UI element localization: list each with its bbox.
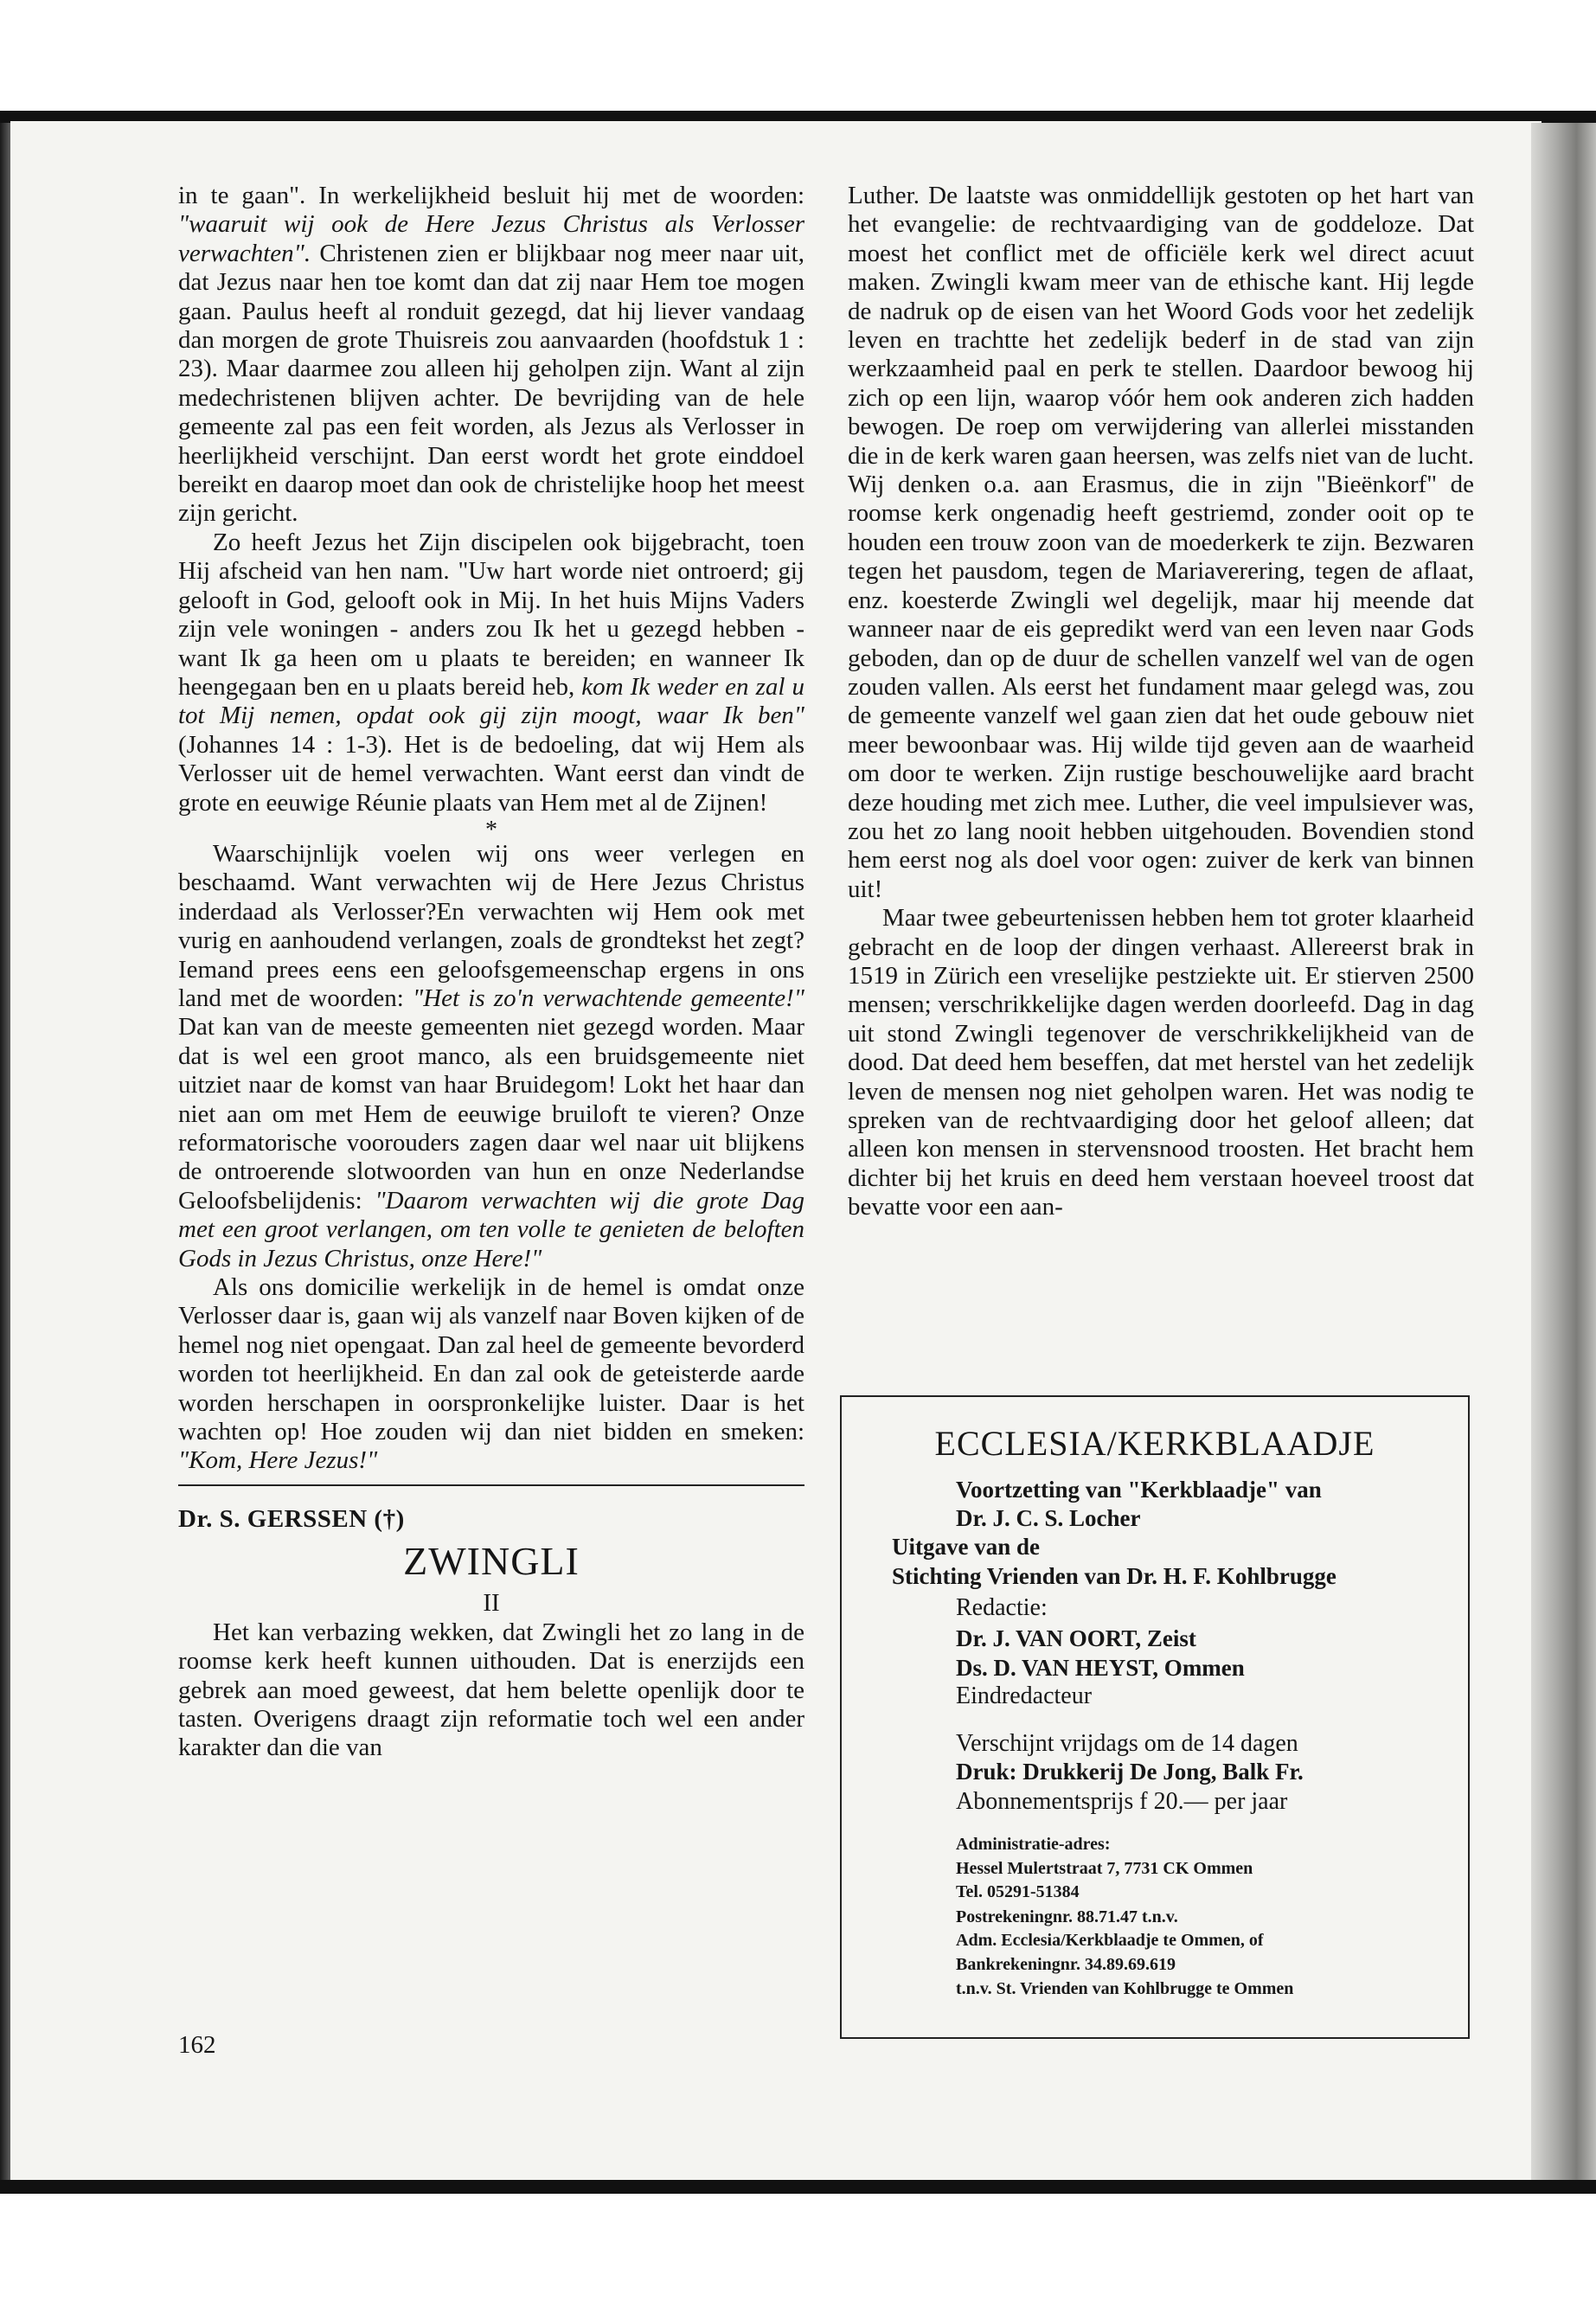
page-bottom-edge: [0, 2180, 1596, 2194]
right-column: [848, 182, 1474, 1222]
masthead-line: Eindredacteur: [956, 1682, 1093, 1709]
article-divider: [178, 1484, 804, 1486]
masthead-line: Tel. 05291-51384: [956, 1882, 1080, 1901]
masthead-line: Abonnementsprijs f 20.— per jaar: [956, 1788, 1288, 1815]
page-number: 162: [178, 2031, 216, 2059]
masthead-line: Administratie-adres:: [956, 1835, 1111, 1854]
masthead-box: [840, 1395, 1470, 2039]
masthead-line: Druk: Drukkerij De Jong, Balk Fr.: [956, 1759, 1304, 1785]
masthead-line: Voortzetting van "Kerkblaadje" van: [956, 1477, 1322, 1503]
section-separator: *: [485, 816, 497, 843]
masthead-line: Postrekeningnr. 88.71.47 t.n.v.: [956, 1907, 1178, 1926]
masthead-line: Dr. J. C. S. Locher: [956, 1505, 1141, 1531]
paragraph: Het kan verbazing wekken, dat Zwingli het zo lang in de roomse kerk heeft kunnen uithouden. Dat is enerzijds een gebrek aan moed geweest, dat hem belette openlijk door te tasten. Overigens draagt zijn reformatie toch wel een ander karakter dan die van: [178, 1618, 804, 1762]
book-spine-shadow: [1531, 123, 1596, 2182]
masthead-line: Uitgave van de: [892, 1534, 1040, 1560]
masthead-line: t.n.v. St. Vrienden van Kohlbrugge te Ommen: [956, 1979, 1294, 1998]
masthead-line: Hessel Mulertstraat 7, 7731 CK Ommen: [956, 1859, 1253, 1878]
masthead-line: Dr. J. VAN OORT, Zeist: [956, 1625, 1196, 1651]
masthead-line: Stichting Vrienden van Dr. H. F. Kohlbrugge: [892, 1563, 1336, 1589]
article-part: II: [483, 1589, 500, 1618]
paragraph: Luther. De laatste was onmiddellijk gestoten op het hart van het evangelie: de rechtvaardiging van de goddeloze. Dat moest het conflict met de officiële kerk wel direct acuut maken. Zwingli kwam meer van de ethische kant. Hij legde de nadruk op de eisen van het Woord Gods voor het zedelijk leven en trachtte het zedelijk bederf in de stad van zijn werkzaamheid paal en perk te stellen. Daardoor bewoog hij zich op een lijn, waarop vóór hem ook anderen zich hadden bewogen. De roep om verwijdering van allerlei misstanden die in de kerk waren gaan heersen, was zelfs niet van de lucht. Wij denken o.a. aan Erasmus, die in zijn "Bieënkorf" de roomse kerk ongenadig heeft gestriemd, zonder ooit op te houden een trouw zoon van de moederkerk te zijn. Bezwaren tegen het pausdom, tegen de Mariaverering, tegen de aflaat, enz. koesterde Zwingli wel degelijk, maar hij meende dat wanneer naar de eis gepredikt werd van een leven naar Gods geboden, dan op de duur de schellen vanzelf wel van de ogen zouden vallen. Als eerst het fundament maar gelegd was, zou de gemeente vanzelf wel gaan zien dat het oude gebouw niet meer bewoonbaar was. Hij wilde tijd geven aan de waarheid om door te werken. Zijn rustige beschouwelijke aard bracht deze houding met zich mee. Luther, die veel impulsiever was, zou het zo lang nooit hebben uitgehouden. Bovendien stond hem eerst nog als doel voor ogen: zuiver de kerk van binnen uit!: [848, 182, 1474, 903]
paragraph: Maar twee gebeurtenissen hebben hem tot groter klaarheid gebracht en de loop der dingen verhaast. Allereerst brak in 1519 in Zürich een vreselijke pestziekte uit. Er stierven 2500 mensen; verschrikkelijke dagen werden doorleefd. Dag in dag uit stond Zwingli tegenover de verschrikkelijkheid van de dood. Dat deed hem beseffen, dat met herstel van het zedelijk leven de mensen nog niet geholpen waren. Het was nodig te spreken van de rechtvaardiging door het geloof alleen; dat alleen kon mensen in stervensnood troosten. Het bracht hem dichter bij het kruis en deed hem verstaan hoeveel troost dat bevatte voor een aan-: [848, 904, 1474, 1221]
paragraph: in te gaan". In werkelijkheid besluit hij met de woorden: "waaruit wij ook de Here Jezus Christus als Verlosser verwachten". Christenen zien er blijkbaar nog meer naar uit, dat Jezus naar hen toe komt dan dat zij naar Hem toe mogen gaan. Paulus heeft al ronduit gezegd, dat hij liever vandaag dan morgen de grote Thuisreis zou aanvaarden (hoofdstuk 1 : 23). Maar daarmee zou alleen hij geholpen zijn. Want al zijn medechristenen blijven achter. De bevrijding van de hele gemeente zal pas een feit worden, als Jezus als Verlosser in heerlijkheid verschijnt. Dan eerst wordt het grote einddoel bereikt en daarop moet dan ook de christelijke hoop het meest zijn gericht.: [178, 182, 804, 528]
article-title: ZWINGLI: [403, 1539, 580, 1584]
left-column: [178, 182, 804, 1763]
masthead-line: Redactie:: [956, 1594, 1048, 1621]
masthead-line: Verschijnt vrijdags om de 14 dagen: [956, 1730, 1298, 1757]
masthead-line: Adm. Ecclesia/Kerkblaadje te Ommen, of: [956, 1931, 1264, 1950]
paragraph: Als ons domicilie werkelijk in de hemel is omdat onze Verlosser daar is, gaan wij als vanzelf naar Boven kijken of de hemel nog niet opengaat. Dan zal heel de gemeente bevorderd worden tot heerlijkheid. En dan zal ook de geteisterde aarde worden herschapen in oorspronkelijke luister. Daar is het wachten op! Hoe zouden wij dan niet bidden en smeken: "Kom, Here Jezus!": [178, 1273, 804, 1475]
masthead-line: Bankrekeningnr. 34.89.69.619: [956, 1955, 1176, 1974]
paragraph: Zo heeft Jezus het Zijn discipelen ook bijgebracht, toen Hij afscheid van hen nam. "Uw hart worde niet ontroerd; gij gelooft in God, gelooft ook in Mij. In het huis Mijns Vaders zijn vele woningen - anders zou Ik het u gezegd hebben - want Ik ga heen om u plaats te bereiden; en wanneer Ik heengegaan ben en u plaats bereid heb, kom Ik weder en zal u tot Mij nemen, opdat ook gij zijn moogt, waar Ik ben" (Johannes 14 : 1-3). Het is de bedoeling, dat wij Hem als Verlosser uit de hemel verwachten. Want eerst dan vindt de grote en eeuwige Réunie plaats van Hem met al de Zijnen!: [178, 528, 805, 817]
masthead-line: Ds. D. VAN HEYST, Ommen: [956, 1655, 1245, 1681]
masthead-title: ECCLESIA/KERKBLAADJE: [934, 1424, 1375, 1463]
paragraph: Waarschijnlijk voelen wij ons weer verlegen en beschaamd. Want verwachten wij de Here Jezus Christus inderdaad als Verlosser?En verwachten wij Hem ook met vurig en aanhoudend verlangen, zoals de grondtekst het zegt? Iemand prees eens een geloofsgemeenschap ergens in ons land met de woorden: "Het is zo'n verwachtende gemeente!" Dat kan van de meeste gemeenten niet gezegd worden. Maar dat is wel een groot manco, als een bruidsgemeente niet uitziet naar de komst van haar Bruidegom! Lokt het haar dan niet aan om met Hem de eeuwige bruiloft te vieren? Onze reformatorische voorouders zagen daar wel naar uit blijkens de ontroerende slotwoorden van hun en onze Nederlandse Geloofsbelijdenis: "Daarom verwachten wij die grote Dag met een groot verlangen, om ten volle te genieten de beloften Gods in Jezus Christus, onze Here!": [178, 839, 804, 1272]
article-author: Dr. S. GERSSEN (†): [178, 1504, 405, 1533]
